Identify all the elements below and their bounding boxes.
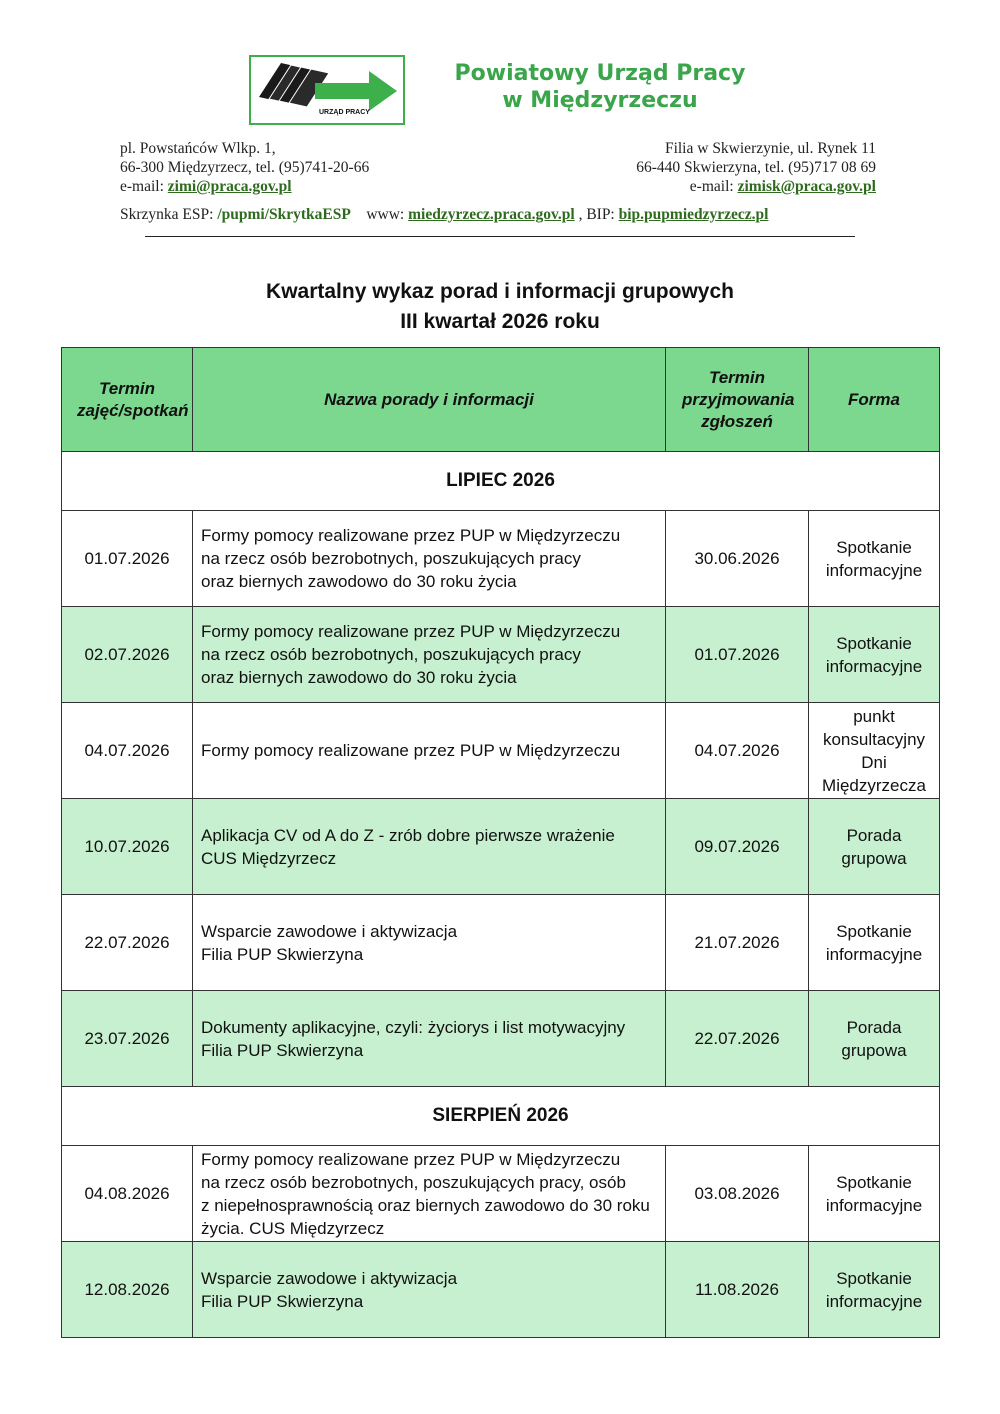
month-row (62, 1087, 940, 1146)
row-form: Porada grupowa (809, 799, 940, 895)
row-deadline: 04.07.2026 (666, 703, 809, 799)
branch-office-email-link[interactable]: zimisk@praca.gov.pl (737, 178, 876, 195)
table-row (62, 895, 940, 991)
row-name: Wsparcie zawodowe i aktywizacja Filia PUP Skwierzyna (193, 1242, 666, 1338)
row-name: Formy pomocy realizowane przez PUP w Międzyrzeczu na rzecz osób bezrobotnych, poszukujących pracy oraz biernych zawodowo do 30 roku życia (193, 511, 666, 607)
header-form: Forma (809, 348, 940, 452)
table-row (62, 607, 940, 703)
table-row (62, 511, 940, 607)
row-date: 01.07.2026 (62, 511, 193, 607)
organization-name (420, 60, 780, 114)
www-label: www: (366, 206, 409, 223)
row-name: Formy pomocy realizowane przez PUP w Międzyrzeczu na rzecz osób bezrobotnych, poszukujących pracy oraz biernych zawodowo do 30 roku życia (193, 607, 666, 703)
header-date: Termin zajęć/spotkań (62, 348, 193, 452)
row-deadline: 11.08.2026 (666, 1242, 809, 1338)
contact-links-line (120, 206, 768, 224)
schedule-table (61, 347, 940, 1338)
row-deadline: 03.08.2026 (666, 1146, 809, 1242)
row-form: Spotkanie informacyjne (809, 895, 940, 991)
document-title: Kwartalny wykaz porad i informacji grupowych (266, 280, 734, 303)
row-name: Aplikacja CV od A do Z - zrób dobre pierwsze wrażenie CUS Międzyrzecz (193, 799, 666, 895)
row-form: Spotkanie informacyjne (809, 607, 940, 703)
table-row (62, 703, 940, 799)
table-row (62, 991, 940, 1087)
row-form: Spotkanie informacyjne (809, 1242, 940, 1338)
row-date: 02.07.2026 (62, 607, 193, 703)
row-form: punkt konsultacyjny Dni Międzyrzecza (809, 703, 940, 799)
table-row (62, 1146, 940, 1242)
org-name-line1: Powiatowy Urząd Pracy (454, 61, 746, 86)
row-deadline: 01.07.2026 (666, 607, 809, 703)
bip-link[interactable]: bip.pupmiedzyrzecz.pl (618, 206, 769, 223)
branch-office-address (636, 139, 876, 196)
logo-text: URZĄD PRACY (319, 109, 370, 116)
row-form: Spotkanie informacyjne (809, 1146, 940, 1242)
main-office-line2: 66-300 Międzyrzecz, tel. (95)741-20-66 (120, 159, 370, 176)
row-name: Dokumenty aplikacyjne, czyli: życiorys i list motywacyjny Filia PUP Skwierzyna (193, 991, 666, 1087)
main-office-email-link[interactable]: zimi@praca.gov.pl (167, 178, 292, 195)
esp-value: /pupmi/SkrytkaESP (217, 206, 351, 223)
row-name: Formy pomocy realizowane przez PUP w Międzyrzeczu na rzecz osób bezrobotnych, poszukujących pracy, osób z niepełnosprawnością oraz biernych zawodowo do 30 roku życia. CUS Międzyrzecz (193, 1146, 666, 1242)
row-deadline: 09.07.2026 (666, 799, 809, 895)
row-date: 23.07.2026 (62, 991, 193, 1087)
row-name: Wsparcie zawodowe i aktywizacja Filia PUP Skwierzyna (193, 895, 666, 991)
row-date: 12.08.2026 (62, 1242, 193, 1338)
row-date: 04.08.2026 (62, 1146, 193, 1242)
month-label: LIPIEC 2026 (62, 452, 940, 511)
main-office-email-label: e-mail: (120, 178, 168, 195)
row-date: 10.07.2026 (62, 799, 193, 895)
header-divider (145, 236, 855, 237)
main-office-address (120, 139, 369, 196)
row-form: Porada grupowa (809, 991, 940, 1087)
main-office-line1: pl. Powstańców Wlkp. 1, (120, 140, 276, 157)
header-name: Nazwa porady i informacji (193, 348, 666, 452)
esp-label: Skrzynka ESP: (120, 206, 218, 223)
row-deadline: 21.07.2026 (666, 895, 809, 991)
table-header-row (62, 348, 940, 452)
month-row (62, 452, 940, 511)
row-date: 04.07.2026 (62, 703, 193, 799)
row-name: Formy pomocy realizowane przez PUP w Międzyrzeczu (193, 703, 666, 799)
row-deadline: 22.07.2026 (666, 991, 809, 1087)
office-logo (249, 55, 405, 125)
document-subtitle: III kwartał 2026 roku (400, 310, 600, 333)
branch-office-line2: 66-440 Skwierzyna, tel. (95)717 08 69 (636, 159, 876, 176)
table-row (62, 1242, 940, 1338)
row-form: Spotkanie informacyjne (809, 511, 940, 607)
row-deadline: 30.06.2026 (666, 511, 809, 607)
bip-label: , BIP: (574, 206, 619, 223)
branch-office-line1: Filia w Skwierzynie, ul. Rynek 11 (664, 140, 876, 157)
row-date: 22.07.2026 (62, 895, 193, 991)
table-row (62, 799, 940, 895)
month-label: SIERPIEŃ 2026 (62, 1087, 940, 1146)
branch-office-email-label: e-mail: (689, 178, 738, 195)
org-name-line2: w Międzyrzeczu (502, 88, 698, 113)
header-deadline: Termin przyjmowania zgłoszeń (666, 348, 809, 452)
www-link[interactable]: miedzyrzecz.praca.gov.pl (408, 206, 575, 223)
